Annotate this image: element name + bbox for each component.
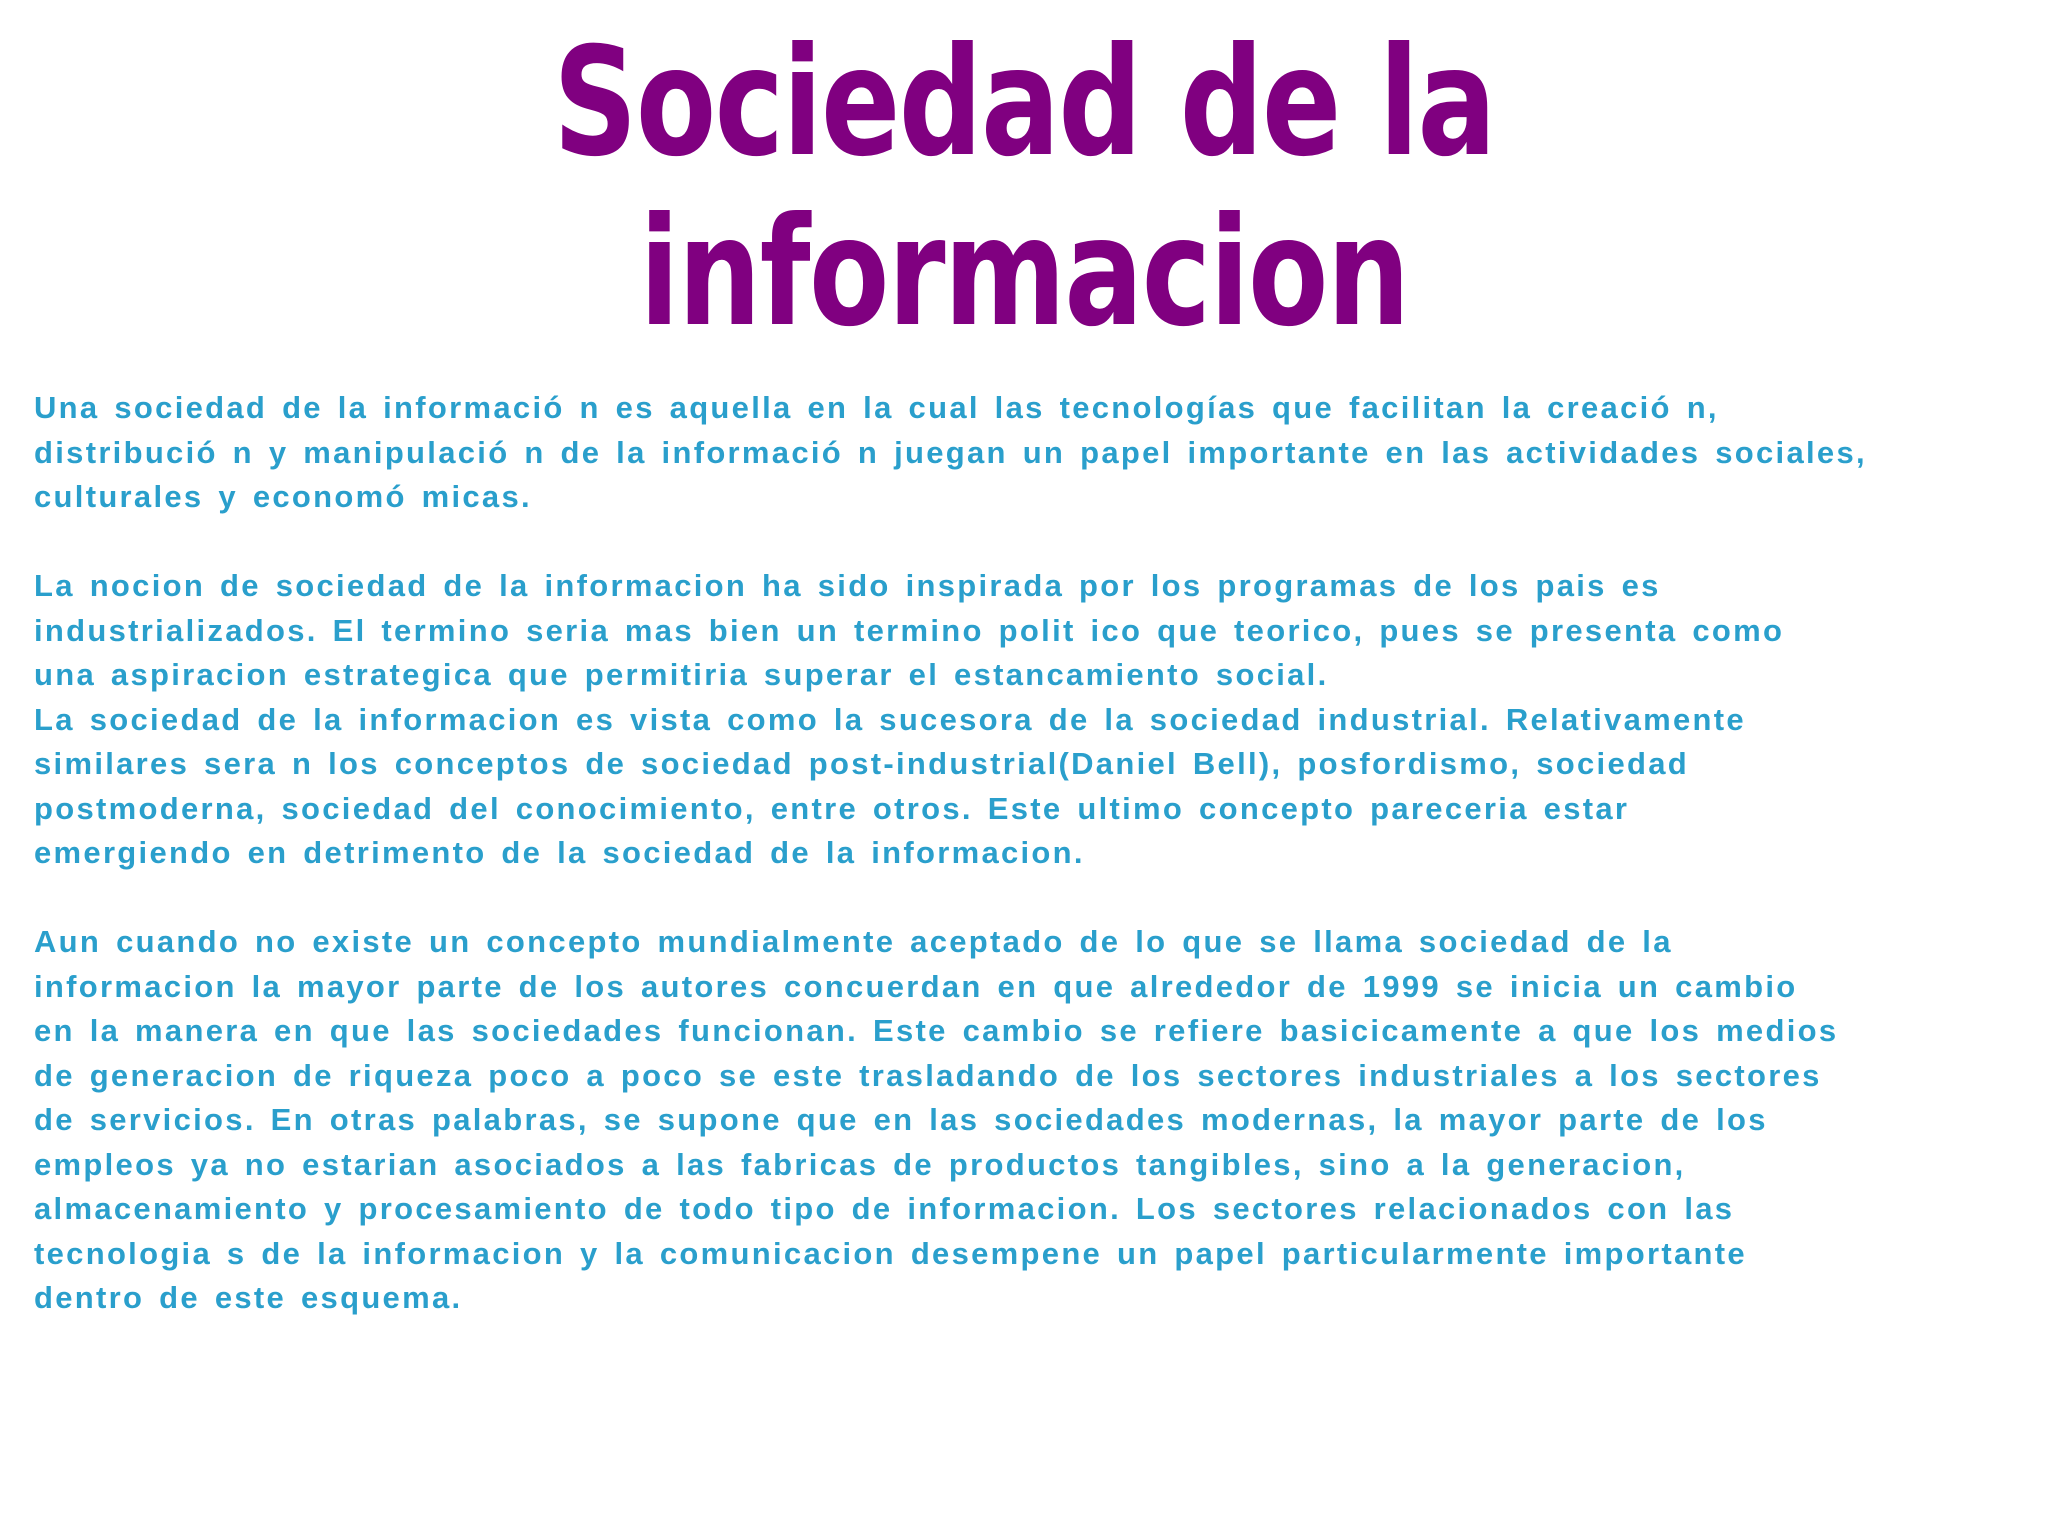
text-line: similares sera n los conceptos de sociedad post-industrial(Daniel Bell), posfordismo, sociedad xyxy=(34,746,1689,781)
page-title: Sociedad de la informacion xyxy=(553,16,1495,360)
text-line: de generacion de riqueza poco a poco se este trasladando de los sectores industriales a los sectores xyxy=(34,1057,1822,1093)
text-line: La nocion de sociedad de la informacion ha sido inspirada por los programas de los pais es xyxy=(34,568,1661,603)
text-line: La sociedad de la informacion es vista como la sucesora de la sociedad industrial. Relativamente xyxy=(34,701,1746,737)
text-line: de servicios. En otras palabras, se supone que en las sociedades modernas, la mayor parte de los xyxy=(34,1102,1768,1137)
text-line: tecnologia s de la informacion y la comunicacion desempene un papel particularmente importante xyxy=(34,1235,1747,1271)
text-line: industrializados. El termino seria mas bien un termino polit ico que teorico, pues se presenta como xyxy=(34,612,1785,648)
text-line: empleos ya no estarian asociados a las fabricas de productos tangibles, sino a la generacion, xyxy=(34,1146,1686,1182)
text-line: informacion la mayor parte de los autores concuerdan en que alrededor de 1999 se inicia un cambio xyxy=(34,968,1798,1004)
paragraph-gap xyxy=(34,876,2024,921)
text-line: almacenamiento y procesamiento de todo tipo de informacion. Los sectores relacionados con las xyxy=(34,1191,1735,1226)
paragraph-change xyxy=(34,920,2024,1321)
text-line: en la manera en que las sociedades funcionan. Este cambio se refiere basicicamente a que los medios xyxy=(34,1013,1839,1048)
text-line: distribució n y manipulació n de la informació n juegan un papel importante en las actividades sociales, xyxy=(34,434,1867,470)
text-line: emergiendo en detrimento de la sociedad de la informacion. xyxy=(34,835,1085,870)
text-line: postmoderna, sociedad del conocimiento, entre otros. Este ultimo concepto pareceria estar xyxy=(34,790,1630,826)
text-line: dentro de este esquema. xyxy=(34,1280,463,1315)
text-line: Aun cuando no existe un concepto mundialmente aceptado de lo que se llama sociedad de la xyxy=(34,924,1673,959)
paragraph-gap xyxy=(34,520,2024,565)
paragraph-notion xyxy=(34,564,2024,876)
body-text xyxy=(34,386,2024,1321)
paragraph-definition xyxy=(34,386,2024,520)
text-line: Una sociedad de la informació n es aquella en la cual las tecnologías que facilitan la creació n, xyxy=(34,390,1719,425)
text-line: culturales y economó micas. xyxy=(34,479,532,514)
text-line: una aspiracion estrategica que permitiria superar el estancamiento social. xyxy=(34,657,1329,692)
